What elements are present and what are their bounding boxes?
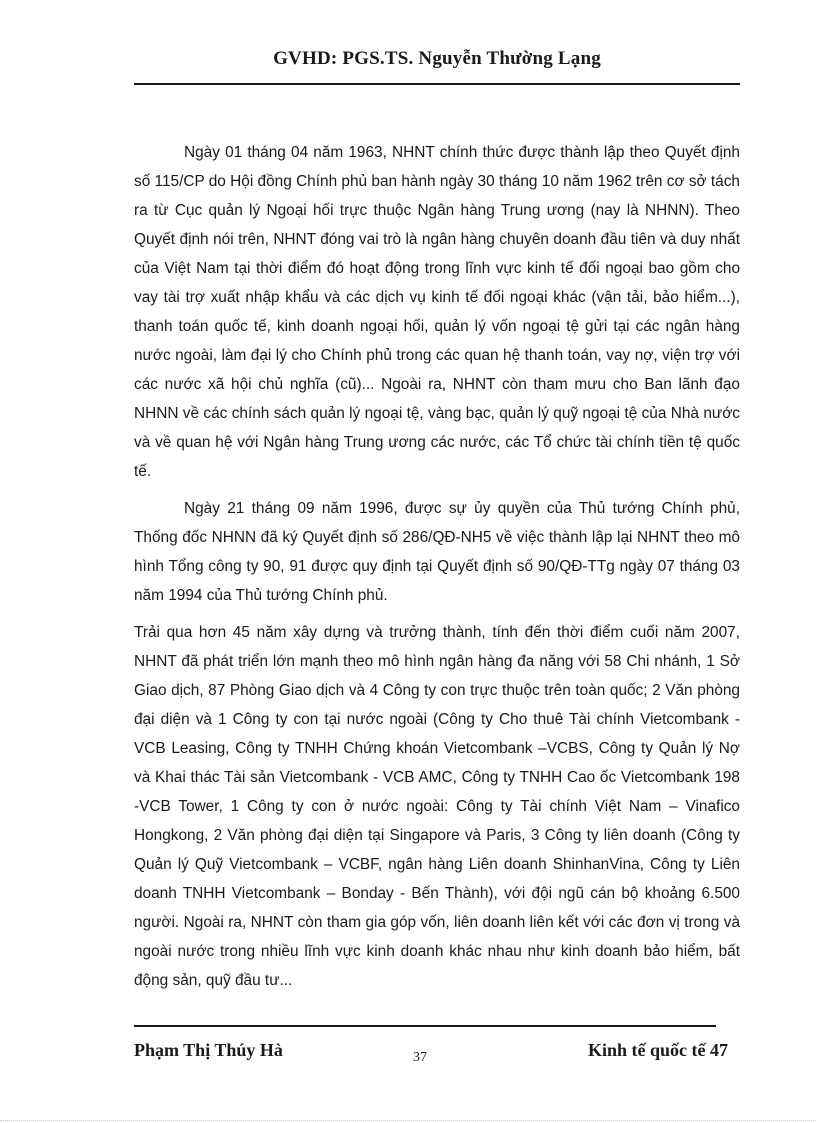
footer-class-name: Kinh tế quốc tế 47	[587, 1040, 728, 1060]
page-bottom-edge	[0, 1120, 816, 1121]
paragraph-founding: Ngày 01 tháng 04 năm 1963, NHNT chính thức được thành lập theo Quyết định số 115/CP do Hội đồng Chính phủ ban hành ngày 30 tháng 10 năm 1962 trên cơ sở tách ra từ Cục quản lý Ngoại hối trực thuộc Ngân hàng Trung ương (nay là NHNN). Theo Quyết định nói trên, NHNT đóng vai trò là ngân hàng chuyên doanh đầu tiên và duy nhất của Việt Nam tại thời điểm đó hoạt động trong lĩnh vực kinh tế đối ngoại bao gồm cho vay tài trợ xuất nhập khẩu và các dịch vụ kinh tế đối ngoại khác (vận tải, bảo hiểm...), thanh toán quốc tế, kinh doanh ngoại hối, quản lý vốn ngoại tệ gửi tại các ngân hàng nước ngoài, làm đại lý cho Chính phủ trong các quan hệ thanh toán, vay nợ, viện trợ với các nước xã hội chủ nghĩa (cũ)... Ngoài ra, NHNT còn tham mưu cho Ban lãnh đạo NHNN về các chính sách quản lý ngoại tệ, vàng bạc, quản lý quỹ ngoại tệ của Nhà nước và về quan hệ với Ngân hàng Trung ương các nước, các Tổ chức tài chính tiền tệ quốc tế.	[134, 144, 740, 480]
header-divider	[134, 83, 740, 85]
paragraph-development: Trải qua hơn 45 năm xây dựng và trưởng thành, tính đến thời điểm cuối năm 2007, NHNT đã phát triển lớn mạnh theo mô hình ngân hàng đa năng với 58 Chi nhánh, 1 Sở Giao dịch, 87 Phòng Giao dịch và 4 Công ty con trực thuộc trên toàn quốc; 2 Văn phòng đại diện và 1 Công ty con tại nước ngoài (Công ty Cho thuê Tài chính Vietcombank - VCB Leasing, Công ty TNHH Chứng khoán Vietcombank –VCBS, Công ty Quản lý Nợ và Khai thác Tài sản Vietcombank - VCB AMC, Công ty TNHH Cao ốc Vietcombank 198 -VCB Tower, 1 Công ty con ở nước ngoài: Công ty Tài chính Việt Nam – Vinafico Hongkong, 2 Văn phòng đại diện tại Singapore và Paris, 3 Công ty liên doanh (Công ty Quản lý Quỹ Vietcombank – VCBF, ngân hàng Liên doanh ShinhanVina, Công ty Liên doanh TNHH Vietcombank – Bonday - Bến Thành), với đội ngũ cán bộ khoảng 6.500 người. Ngoài ra, NHNT còn tham gia góp vốn, liên doanh liên kết với các đơn vị trong và ngoài nước trong nhiều lĩnh vực kinh doanh khác nhau như kinh doanh bảo hiểm, bất động sản, quỹ đầu tư...	[134, 624, 740, 989]
page-header-title: GVHD: PGS.TS. Nguyễn Thường Lạng	[273, 48, 601, 69]
page-number: 37	[413, 1050, 427, 1065]
document-body	[134, 138, 740, 1003]
paragraph-reestablishment: Ngày 21 tháng 09 năm 1996, được sự ủy quyền của Thủ tướng Chính phủ, Thống đốc NHNN đã ký Quyết định số 286/QĐ-NH5 về việc thành lập lại NHNT theo mô hình Tổng công ty 90, 91 được quy định tại Quyết định số 90/QĐ-TTg ngày 07 tháng 03 năm 1994 của Thủ tướng Chính phủ.	[134, 500, 740, 604]
footer-divider	[134, 1025, 716, 1027]
footer-author: Phạm Thị Thúy Hà	[134, 1040, 283, 1060]
